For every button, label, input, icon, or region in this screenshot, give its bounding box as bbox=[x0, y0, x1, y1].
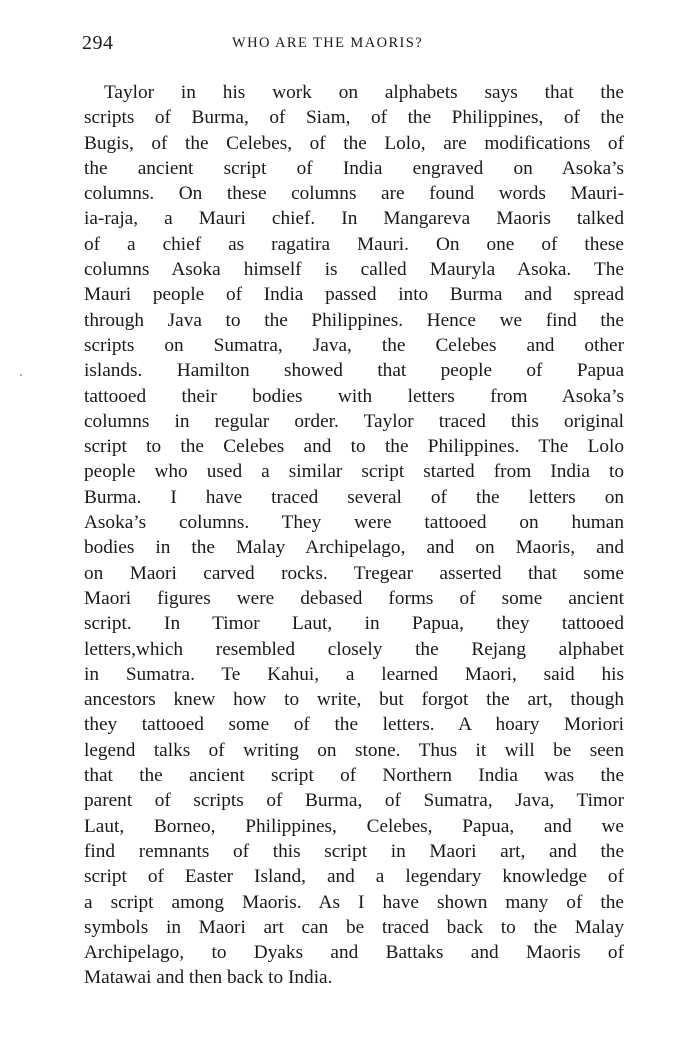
running-header bbox=[82, 32, 624, 60]
text-line: Archipelago, to Dyaks and Battaks and Maoris of bbox=[84, 942, 624, 964]
text-line: symbols in Maori art can be traced back to the Malay bbox=[84, 916, 624, 938]
text-line: find remnants of this script in Maori art, and the bbox=[84, 840, 624, 862]
text-line: columns Asoka himself is called Mauryla Asoka. The bbox=[84, 259, 624, 281]
text-line: people who used a similar script started from India to bbox=[84, 461, 624, 483]
text-line: script of Easter Island, and a legendary knowledge of bbox=[84, 866, 624, 888]
page-number: 294 bbox=[82, 32, 114, 54]
text-line: through Java to the Philippines. Hence we find the bbox=[84, 309, 624, 331]
text-line: Burma. I have traced several of the letters on bbox=[84, 486, 624, 508]
text-line: tattooed their bodies with letters from Asoka’s bbox=[84, 385, 624, 407]
text-line: parent of scripts of Burma, of Sumatra, Java, Timor bbox=[84, 790, 624, 812]
text-line: they tattooed some of the letters. A hoary Moriori bbox=[84, 714, 624, 736]
text-line: Laut, Borneo, Philippines, Celebes, Papua, and we bbox=[84, 815, 624, 837]
text-line: script to the Celebes and to the Philippines. The Lolo bbox=[84, 436, 624, 458]
text-line: Maori figures were debased forms of some ancient bbox=[84, 587, 624, 609]
text-line: scripts of Burma, of Siam, of the Philippines, of the bbox=[84, 107, 624, 129]
text-line: Asoka’s columns. They were tattooed on human bbox=[84, 512, 624, 534]
text-line: legend talks of writing on stone. Thus it will be seen bbox=[84, 739, 624, 761]
text-line: in Sumatra. Te Kahui, a learned Maori, said his bbox=[84, 663, 624, 685]
body-paragraph bbox=[84, 80, 624, 991]
text-line: islands. Hamilton showed that people of Papua bbox=[84, 360, 624, 382]
text-line: the ancient script of India engraved on Asoka’s bbox=[84, 157, 624, 179]
print-speck bbox=[20, 374, 22, 376]
text-line: letters,which resembled closely the Rejang alphabet bbox=[84, 638, 624, 660]
text-line: bodies in the Malay Archipelago, and on Maoris, and bbox=[84, 537, 624, 559]
text-line: on Maori carved rocks. Tregear asserted that some bbox=[84, 562, 624, 584]
text-line: a script among Maoris. As I have shown many of the bbox=[84, 891, 624, 913]
text-line: columns in regular order. Taylor traced this original bbox=[84, 410, 624, 432]
text-line: Bugis, of the Celebes, of the Lolo, are modifications of bbox=[84, 132, 624, 154]
text-line: ia-raja, a Mauri chief. In Mangareva Maoris talked bbox=[84, 208, 624, 230]
text-line: ancestors knew how to write, but forgot the art, though bbox=[84, 689, 624, 711]
text-line: Taylor in his work on alphabets says that the bbox=[104, 82, 624, 103]
text-line: script. In Timor Laut, in Papua, they tattooed bbox=[84, 613, 624, 635]
running-title: WHO ARE THE MAORIS? bbox=[232, 35, 424, 51]
text-line: Mauri people of India passed into Burma and spread bbox=[84, 284, 624, 306]
text-line: scripts on Sumatra, Java, the Celebes and other bbox=[84, 334, 624, 356]
text-line: Matawai and then back to India. bbox=[84, 967, 333, 989]
text-line: columns. On these columns are found words Mauri- bbox=[84, 183, 624, 205]
text-line: of a chief as ragatira Mauri. On one of these bbox=[84, 233, 624, 255]
text-line: that the ancient script of Northern India was the bbox=[84, 765, 624, 787]
